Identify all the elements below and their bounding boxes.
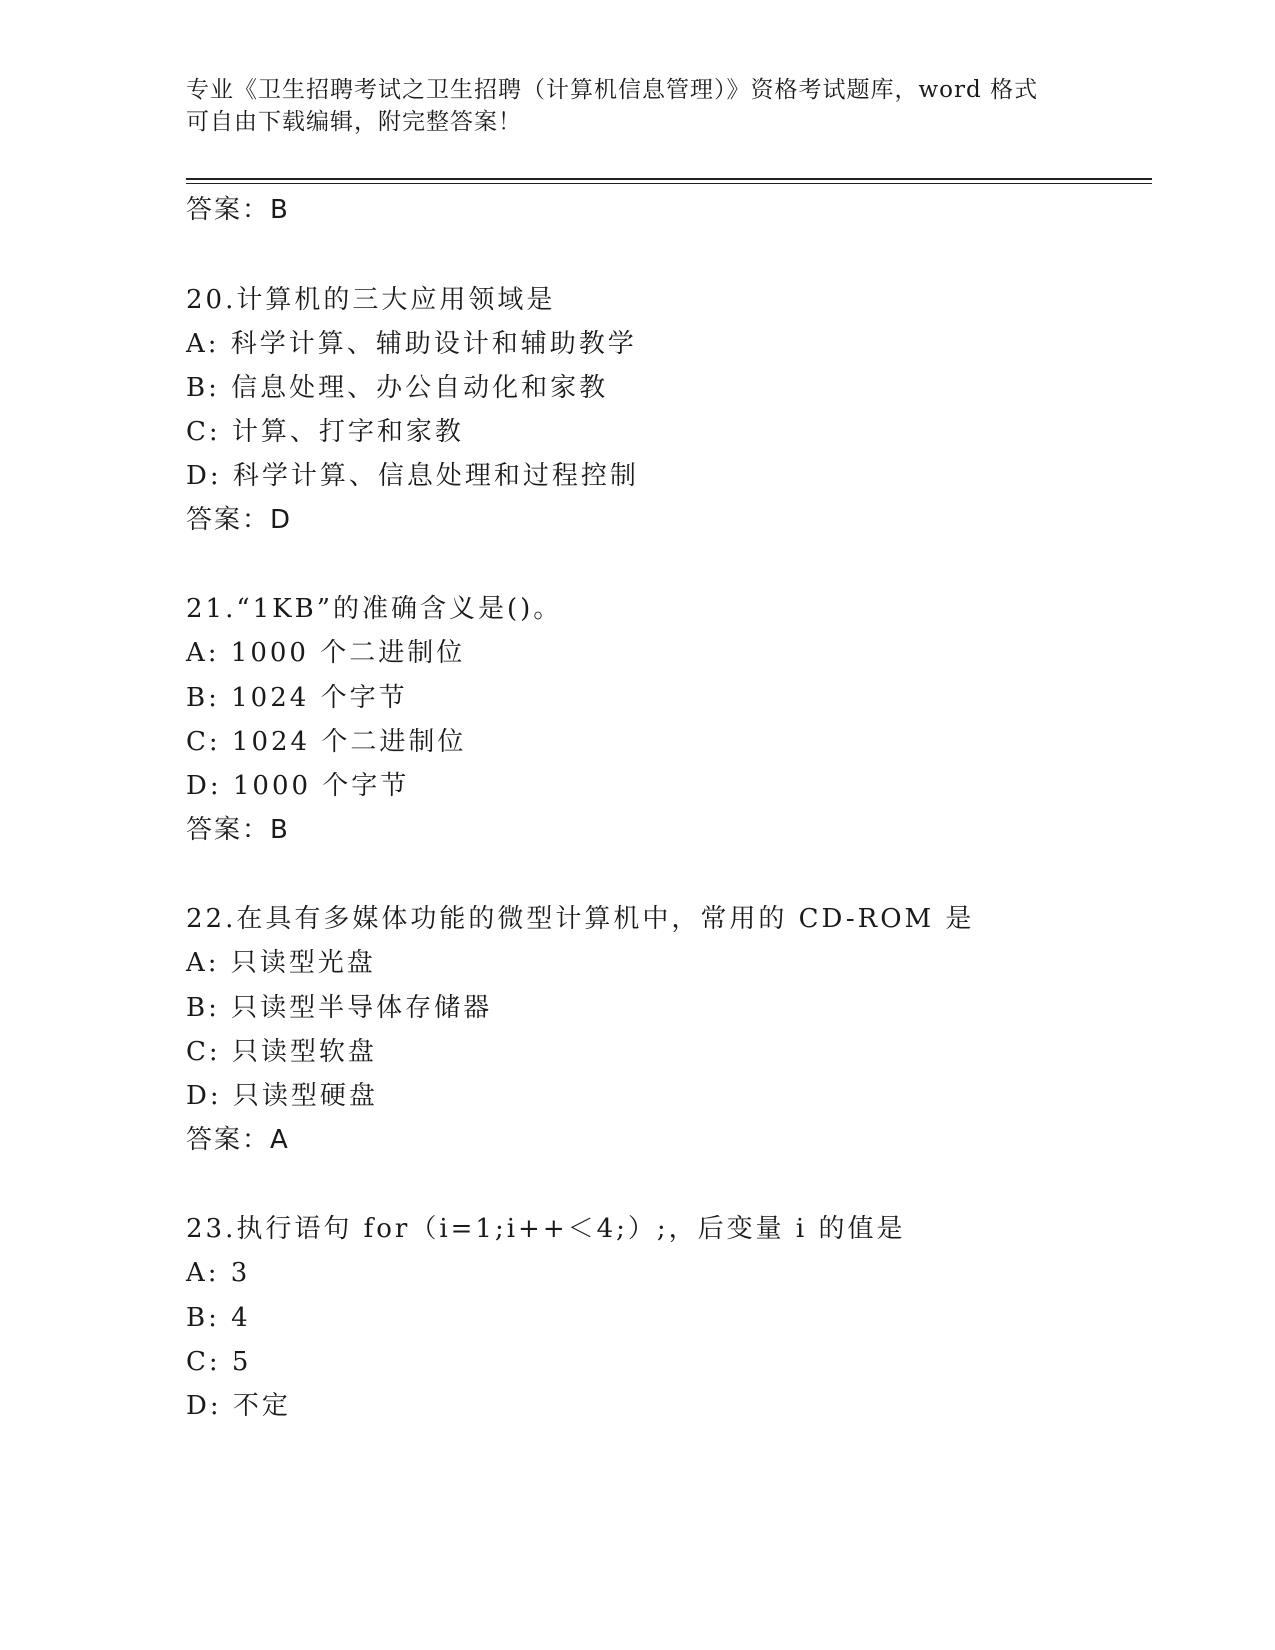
question-stem: 23.执行语句 for（i=1;i++＜4;）;，后变量 i 的值是 bbox=[186, 1214, 906, 1244]
option-d: D: 不定 bbox=[186, 1391, 291, 1421]
question-stem: 21.“1KB”的准确含义是()。 bbox=[186, 594, 563, 624]
option-a: A: 1000 个二进制位 bbox=[186, 638, 466, 668]
option-c: C: 只读型软盘 bbox=[186, 1037, 377, 1067]
option-b: B: 只读型半导体存储器 bbox=[186, 993, 493, 1023]
document-header bbox=[186, 74, 1086, 138]
header-line-2: 可自由下载编辑，附完整答案！ bbox=[186, 109, 522, 135]
option-d: D: 只读型硬盘 bbox=[186, 1081, 378, 1111]
option-c: C: 1024 个二进制位 bbox=[186, 727, 467, 757]
answer-line: 答案：D bbox=[186, 505, 293, 535]
header-divider-thin bbox=[186, 183, 1152, 184]
option-b: B: 4 bbox=[186, 1303, 251, 1333]
option-b: B: 1024 个字节 bbox=[186, 683, 408, 713]
option-b: B: 信息处理、办公自动化和家教 bbox=[186, 373, 609, 403]
answer-line: 答案：B bbox=[186, 815, 290, 845]
option-c: C: 计算、打字和家教 bbox=[186, 417, 464, 447]
option-a: A: 只读型光盘 bbox=[186, 948, 376, 978]
option-d: D: 1000 个字节 bbox=[186, 771, 410, 801]
option-c: C: 5 bbox=[186, 1347, 252, 1377]
answer-line: 答案：B bbox=[186, 195, 290, 225]
answer-line: 答案：A bbox=[186, 1125, 290, 1155]
option-a: A: 科学计算、辅助设计和辅助教学 bbox=[186, 329, 637, 359]
header-line-1: 专业《卫生招聘考试之卫生招聘（计算机信息管理）》资格考试题库，word 格式 bbox=[186, 77, 1039, 103]
question-stem: 22.在具有多媒体功能的微型计算机中，常用的 CD-ROM 是 bbox=[186, 904, 975, 934]
question-stem: 20.计算机的三大应用领域是 bbox=[186, 285, 556, 315]
header-divider bbox=[186, 178, 1152, 180]
option-d: D: 科学计算、信息处理和过程控制 bbox=[186, 461, 639, 491]
option-a: A: 3 bbox=[186, 1258, 251, 1288]
